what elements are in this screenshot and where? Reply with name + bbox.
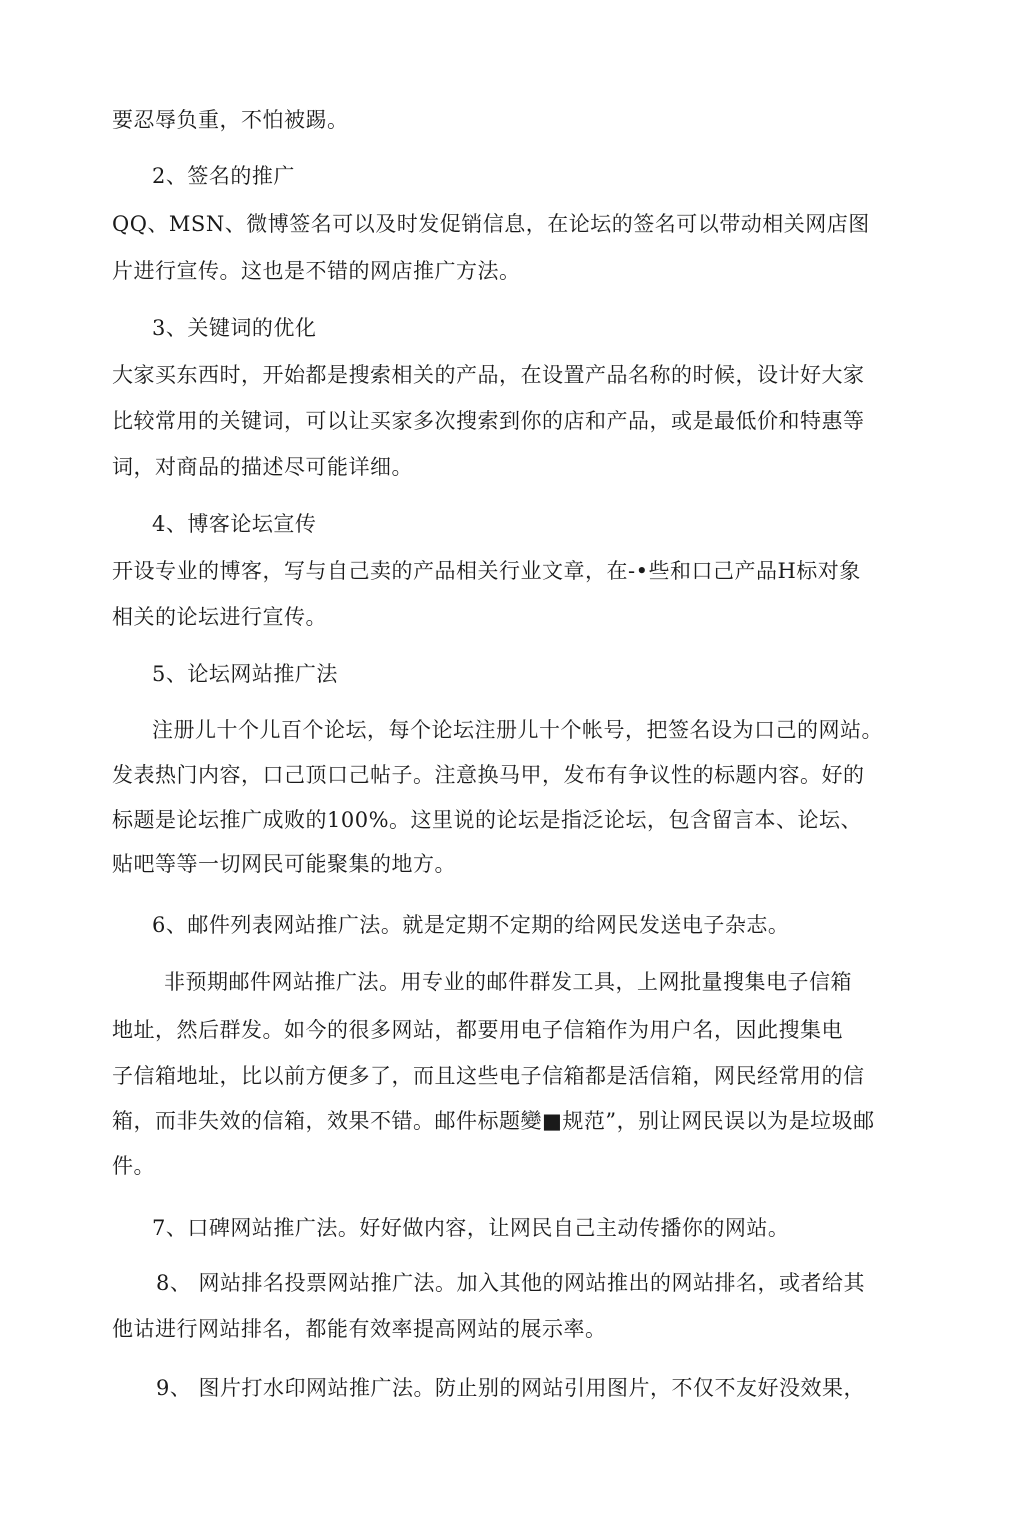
paragraph-line: 件。 [112, 1154, 155, 1178]
paragraph-line: 发表热门内容，口己顶口己帖子。注意换马甲，发布有争议性的标题内容。好的 [112, 763, 865, 787]
paragraph-line: 子信箱地址，比以前方便多了，而且这些电子信箱都是活信箱，网民经常用的信 [112, 1064, 865, 1088]
paragraph-line: 比较常用的关键词，可以让买家多次搜索到你的店和产品，或是最低价和特惠等 [112, 409, 865, 433]
paragraph-line: 注册儿十个儿百个论坛，每个论坛注册儿十个帐号，把签名设为口己的网站。 [152, 718, 883, 742]
paragraph-line: 标题是论坛推广成败的100%。这里说的论坛是指泛论坛，包含留言本、论坛、 [112, 808, 863, 832]
paragraph-line: 他诂进行网站排名，都能有效率提高网站的展示率。 [112, 1317, 607, 1341]
paragraph-line: 地址，然后群发。如今的很多网站，都要用电子信箱作为用户名，因此搜集电 [112, 1018, 843, 1042]
paragraph-line: 大家买东西时，开始都是搜索相关的产品，在设置产品名称的时候，设计好大家 [112, 363, 865, 387]
section-heading: 2、签名的推广 [152, 164, 295, 188]
paragraph-line: 相关的论坛进行宣传。 [112, 605, 327, 629]
paragraph-line: 片进行宣传。这也是不错的网店推广方法。 [112, 259, 521, 283]
paragraph-line: QQ、MSN、微博签名可以及时发促销信息，在论坛的签名可以带动相关网店图 [112, 212, 870, 236]
paragraph-line: 开设专业的博客，写与自己卖的产品相关行业文章，在-•些和口己产品H标对象 [112, 559, 861, 583]
section-heading: 7、口碑网站推广法。好好做内容，让网民自己主动传播你的网站。 [152, 1216, 790, 1240]
paragraph-line: 贴吧等等一切网民可能聚集的地方。 [112, 852, 456, 876]
section-heading: 6、邮件列表网站推广法。就是定期不定期的给网民发送电子杂志。 [152, 913, 790, 937]
section-heading: 5、论坛网站推广法 [152, 662, 338, 686]
paragraph-line: 词，对商品的描述尽可能详细。 [112, 455, 413, 479]
section-heading: 3、关键词的优化 [152, 316, 317, 340]
paragraph-line: 非预期邮件网站推广法。用专业的邮件群发工具，上网批量搜集电子信箱 [164, 970, 852, 994]
section-heading: 4、博客论坛宣传 [152, 512, 317, 536]
paragraph-line: 要忍辱负重，不怕被踢。 [112, 108, 349, 132]
paragraph-line: 箱，而非失效的信箱，效果不错。邮件标题變■规范”，别让网民误以为是垃圾邮 [112, 1109, 875, 1133]
section-heading: 8、 网站排名投票网站推广法。加入其他的网站推出的网站排名，或者给其 [156, 1271, 866, 1295]
section-heading: 9、 图片打水印网站推广法。防止别的网站引用图片，不仅不友好没效果， [156, 1376, 866, 1400]
